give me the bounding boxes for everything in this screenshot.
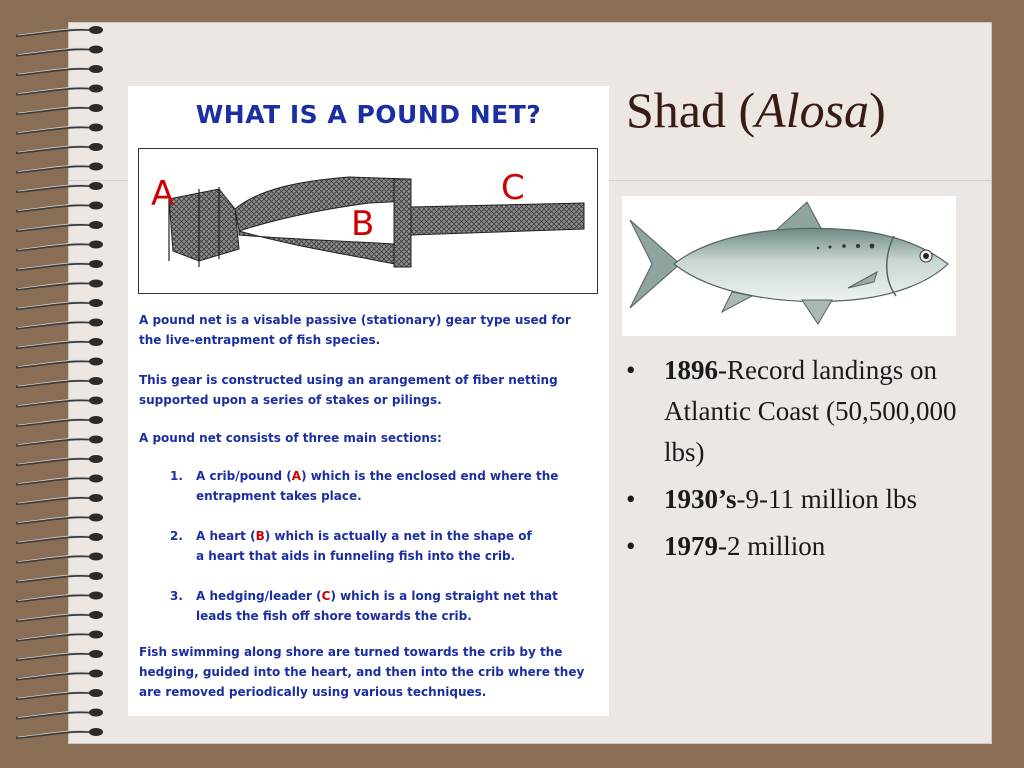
spiral-hole — [89, 202, 103, 210]
bullet-year: 1896 — [664, 355, 718, 385]
spiral-hole — [89, 455, 103, 463]
spiral-hole — [89, 709, 103, 717]
spiral-hole — [89, 26, 103, 34]
spiral-hole — [89, 553, 103, 561]
spiral-hole — [89, 436, 103, 444]
item-text: ) which is a long straight net that — [330, 589, 558, 603]
info-item-1 — [170, 466, 600, 506]
info-line: A pound net is a visable passive (stationary) gear type used for — [139, 313, 571, 327]
spiral-hole — [89, 241, 103, 249]
spiral-hole — [89, 611, 103, 619]
item-text: ) which is the enclosed end where the — [301, 469, 559, 483]
spiral-hole — [89, 358, 103, 366]
spiral-hole — [89, 592, 103, 600]
title-prefix: Shad ( — [626, 82, 756, 138]
spiral-hole — [89, 104, 103, 112]
spiral-hole — [89, 143, 103, 151]
spiral-hole — [89, 397, 103, 405]
spiral-hole — [89, 572, 103, 580]
spiral-hole — [89, 65, 103, 73]
spiral-hole — [89, 85, 103, 93]
item-text: A heart ( — [196, 529, 256, 543]
spiral-hole — [89, 475, 103, 483]
spiral-hole — [89, 689, 103, 697]
diagram-label-c: C — [501, 168, 525, 208]
shad-fish-illustration — [622, 196, 956, 336]
shad-fish-icon — [622, 196, 956, 336]
spiral-hole — [89, 182, 103, 190]
spiral-hole — [89, 514, 103, 522]
bullet-text: -9-11 million lbs — [736, 484, 917, 514]
item-number: 2. — [170, 529, 183, 543]
bullet-dot: • — [626, 484, 636, 514]
spiral-hole — [89, 299, 103, 307]
item-text: entrapment takes place. — [196, 489, 362, 503]
info-paragraph-3 — [139, 428, 599, 448]
item-text: a heart that aids in funneling fish into the crib. — [196, 549, 516, 563]
bullet-year: 1930’s — [664, 484, 737, 514]
pound-net-diagram-icon — [139, 149, 597, 293]
spiral-hole — [89, 260, 103, 268]
item-text: A hedging/leader ( — [196, 589, 322, 603]
info-item-3 — [170, 586, 600, 626]
info-line: are removed periodically using various techniques. — [139, 685, 487, 699]
info-item-2 — [170, 526, 600, 566]
info-line: This gear is constructed using an arangement of fiber netting — [139, 373, 558, 387]
info-line: the live-entrapment of fish species. — [139, 333, 381, 347]
spiral-hole — [89, 280, 103, 288]
item-section-letter: B — [255, 529, 265, 543]
pound-net-diagram — [138, 148, 598, 294]
bullet-item — [626, 350, 966, 473]
bullet-year: 1979 — [664, 531, 718, 561]
bullet-item — [626, 526, 966, 567]
info-paragraph-2 — [139, 370, 599, 410]
info-line: A pound net consists of three main sections: — [139, 431, 442, 445]
item-number: 1. — [170, 469, 183, 483]
bullet-dot: • — [626, 355, 636, 385]
diagram-label-a: A — [151, 174, 175, 214]
info-line: hedging, guided into the heart, and then into the crib where they — [139, 665, 585, 679]
spiral-hole — [89, 416, 103, 424]
title-genus: Alosa — [755, 82, 870, 138]
spiral-hole — [89, 377, 103, 385]
item-section-letter: C — [321, 589, 331, 603]
spiral-hole — [89, 319, 103, 327]
bullet-text: -Record landings on Atlantic Coast (50,500,000 lbs) — [664, 355, 957, 467]
spiral-hole — [89, 728, 103, 736]
item-text: A crib/pound ( — [196, 469, 292, 483]
spiral-hole — [89, 670, 103, 678]
spiral-binding-icon — [0, 0, 120, 768]
info-line: supported upon a series of stakes or pilings. — [139, 393, 442, 407]
spiral-hole — [89, 533, 103, 541]
spiral-hole — [89, 631, 103, 639]
spiral-hole — [89, 221, 103, 229]
info-paragraph-1 — [139, 310, 599, 350]
bullet-dot: • — [626, 531, 636, 561]
info-line: Fish swimming along shore are turned towards the crib by the — [139, 645, 563, 659]
item-number: 3. — [170, 589, 183, 603]
spiral-hole — [89, 163, 103, 171]
slide-title — [626, 78, 966, 142]
bullet-item — [626, 479, 966, 520]
spiral-hole — [89, 650, 103, 658]
spiral-hole — [89, 494, 103, 502]
bullet-text: -2 million — [718, 531, 826, 561]
item-text: leads the fish off shore towards the crib. — [196, 609, 472, 623]
spiral-hole — [89, 338, 103, 346]
info-paragraph-4 — [139, 642, 599, 702]
spiral-hole — [89, 124, 103, 132]
item-section-letter: A — [291, 469, 302, 483]
item-text: ) which is actually a net in the shape of — [264, 529, 532, 543]
pound-net-infographic — [128, 86, 609, 716]
spiral-hole — [89, 46, 103, 54]
infographic-heading: WHAT IS A POUND NET? — [195, 100, 542, 129]
diagram-label-b: B — [351, 204, 375, 244]
title-suffix: ) — [869, 82, 886, 138]
landings-bullet-list — [626, 350, 966, 573]
